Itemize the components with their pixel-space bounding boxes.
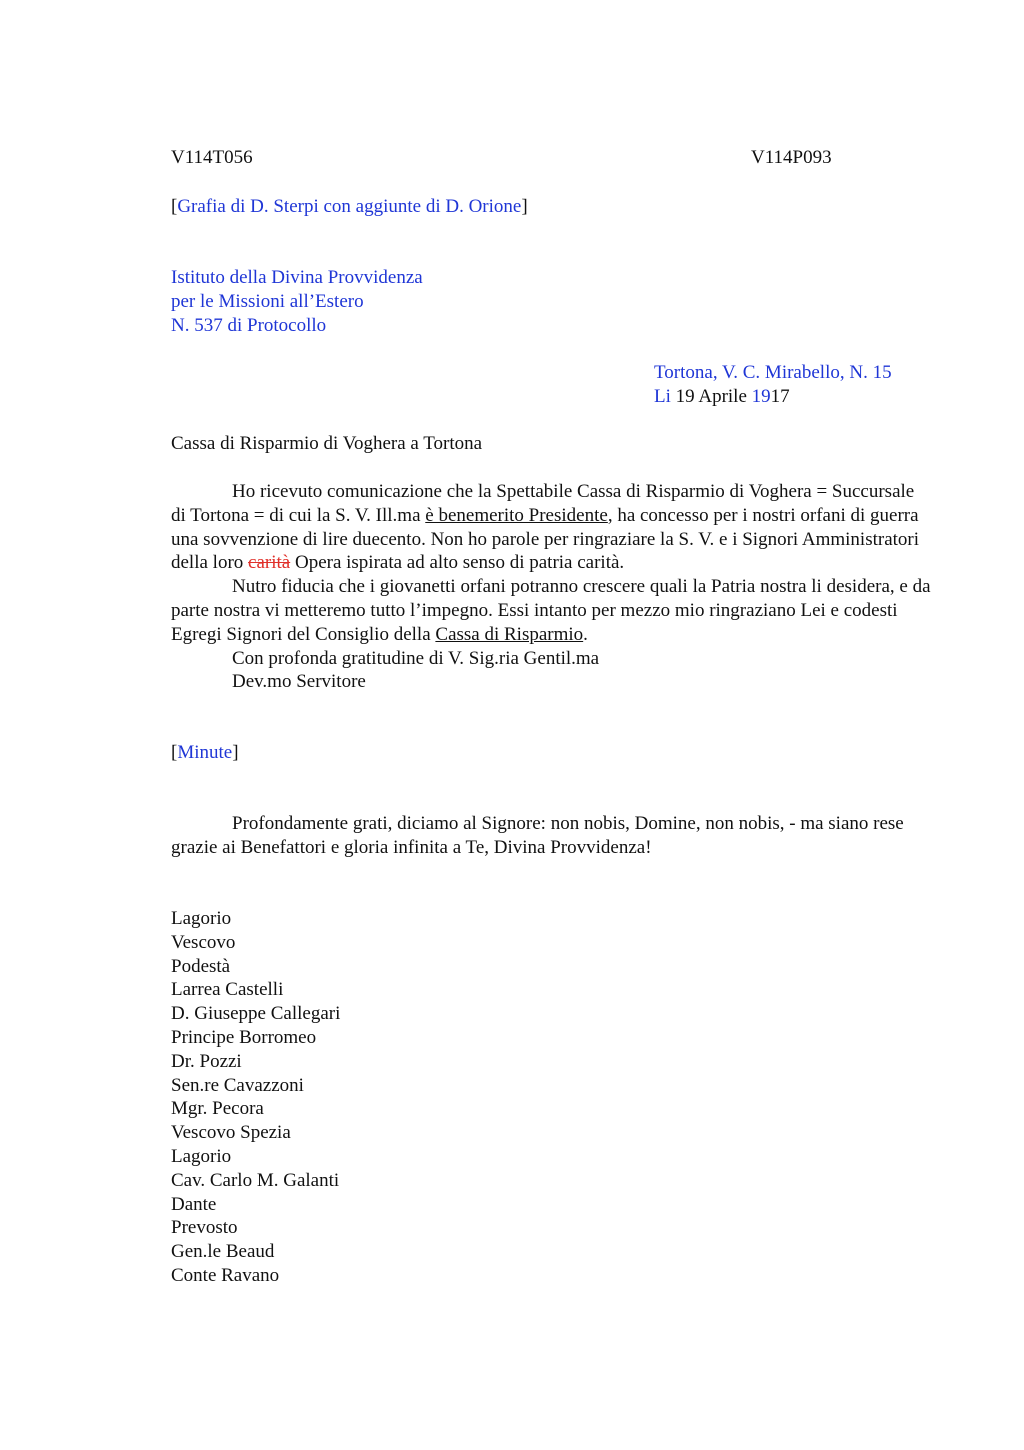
document-code-right: V114P093	[751, 147, 832, 168]
list-item: Cav. Carlo M. Galanti	[171, 1169, 340, 1191]
document-code-left: V114T056	[171, 147, 253, 168]
list-item: Principe Borromeo	[171, 1026, 317, 1048]
letterhead-line-2: per le Missioni all’Estero	[171, 290, 364, 312]
body-paragraph-1	[171, 480, 931, 575]
p1-text-a: Ho ricevuto comunicazione che la Spettabile Cassa di Risparmio di Voghera = Succursale di Tortona = di cui la S. V. Ill.ma	[171, 481, 915, 526]
p2-underlined: Cassa di Risparmio	[435, 623, 584, 645]
list-item: Lagorio	[171, 1145, 232, 1167]
list-item: Prevosto	[171, 1217, 238, 1239]
list-item: Vescovo Spezia	[171, 1122, 291, 1144]
minute-body	[171, 812, 931, 860]
date-prefix: Li	[654, 385, 671, 407]
body-paragraph-2	[171, 575, 931, 646]
p1-deleted-word: carità	[248, 552, 291, 574]
list-item: Gen.le Beaud	[171, 1241, 275, 1263]
editorial-note-text: Grafia di D. Sterpi con aggiunte di D. Orione	[177, 196, 522, 217]
minute-heading	[171, 741, 239, 765]
bracket-close: ]	[232, 742, 239, 763]
minute-heading-text: Minute	[177, 742, 233, 763]
p1-underlined: è benemerito Presidente	[425, 504, 608, 526]
signature-line: Dev.mo Servitore	[232, 671, 366, 693]
p1-text-c: Opera ispirata ad alto senso di patria carità.	[290, 552, 625, 574]
p1-text-b: , ha concesso per i nostri orfani di guerra una sovvenzione di lire duecento. Non ho parole per ringraziare la S. V. e i Signori Amministratori della loro	[171, 504, 920, 574]
minute-paragraph: Profondamente grati, diciamo al Signore: non nobis, Domine, non nobis, - ma siano rese grazie ai Benefattori e gloria infinita a Te, Divina Provvidenza!	[171, 813, 904, 858]
list-item: Sen.re Cavazzoni	[171, 1074, 304, 1096]
list-item: Podestà	[171, 955, 231, 977]
p2-text-a: Nutro fiducia che i giovanetti orfani potranno crescere quali la Patria nostra li desidera, e da parte nostra vi metteremo tutto l’impegno. Essi intanto per mezzo mio ringraziano Lei e codesti Egregi Signori del Consiglio della	[171, 576, 931, 645]
place-and-date	[654, 361, 892, 409]
letter-body	[171, 480, 931, 694]
list-item: Lagorio	[171, 908, 232, 929]
year-suffix: 17	[770, 385, 790, 407]
letter-date	[654, 385, 892, 409]
letterhead-line-1: Istituto della Divina Provvidenza	[171, 267, 423, 288]
list-item: Mgr. Pecora	[171, 1098, 264, 1120]
list-item: Vescovo	[171, 931, 236, 953]
list-item: D. Giuseppe Callegari	[171, 1003, 341, 1025]
p2-text-b: .	[583, 623, 588, 645]
list-item: Larrea Castelli	[171, 979, 284, 1001]
list-item: Conte Ravano	[171, 1264, 280, 1286]
sender-address: Tortona, V. C. Mirabello, N. 15	[654, 362, 892, 383]
date-day-month: 19 Aprile	[670, 385, 752, 407]
letterhead	[171, 266, 423, 337]
bracket-open: [	[171, 196, 178, 217]
year-prefix: 19	[751, 385, 771, 407]
closing-line: Con profonda gratitudine di V. Sig.ria Gentil.ma	[232, 647, 600, 669]
list-item: Dante	[171, 1193, 217, 1215]
letterhead-line-3: N. 537 di Protocollo	[171, 314, 327, 336]
list-item: Dr. Pozzi	[171, 1050, 242, 1072]
bracket-close: ]	[521, 196, 528, 217]
addressee: Cassa di Risparmio di Voghera a Tortona	[171, 433, 483, 454]
names-list	[171, 907, 340, 1288]
bracket-open: [	[171, 742, 178, 763]
editorial-note	[171, 195, 528, 219]
